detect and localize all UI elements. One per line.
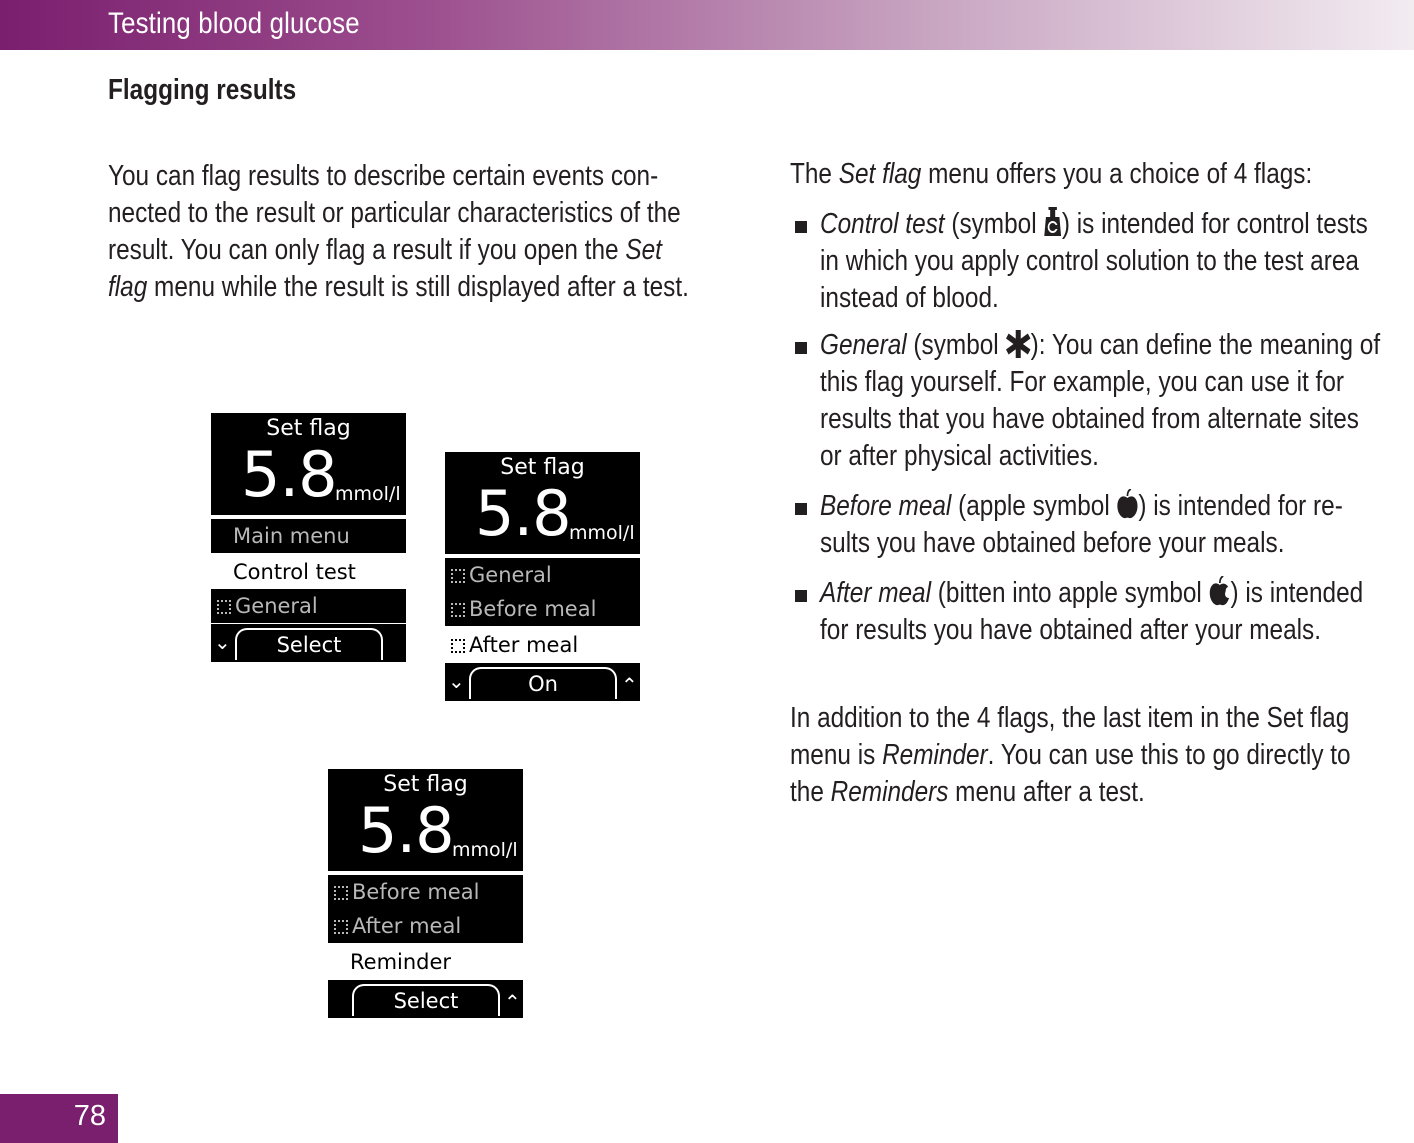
menu-item-before-meal[interactable]: Before meal [328, 875, 523, 909]
result-display [211, 413, 406, 515]
paragraph-line: flag menu while the result is still displayed after a test. [108, 271, 689, 303]
screen-title: Set flag [500, 455, 585, 480]
glucose-value: 5.8 [241, 438, 337, 511]
bullet-square [795, 503, 807, 515]
glucose-unit: mmol/l [335, 483, 401, 505]
softkey-bar [211, 624, 406, 662]
checkbox-icon [217, 600, 231, 614]
page-heading: Flagging results [108, 74, 297, 106]
glucose-unit: mmol/l [452, 839, 518, 861]
meter-screen-2 [445, 452, 640, 701]
paragraph-line: You can flag results to describe certain events con- [108, 160, 659, 192]
glucose-value: 5.8 [358, 794, 454, 867]
bitten-apple-icon [1209, 576, 1231, 606]
control-test-symbol-icon [1043, 207, 1061, 237]
flag-item-general: General (symbol ): You can define the meaning of this flag yourself. For example, you can use it for results that you have obtained from alternate sites or after physical activities. [820, 329, 1381, 472]
on-softkey[interactable]: On [469, 667, 617, 699]
softkey-bar [328, 980, 523, 1018]
checkbox-icon [451, 603, 465, 617]
apple-icon [1117, 489, 1139, 519]
select-softkey[interactable]: Select [352, 984, 500, 1016]
menu-item-reminder[interactable]: Reminder [328, 945, 523, 979]
meter-screen-1 [211, 413, 406, 662]
chevron-down-icon[interactable]: ⌄ [448, 669, 465, 693]
checkbox-icon [451, 639, 465, 653]
glucose-unit: mmol/l [569, 522, 635, 544]
screen-title: Set flag [383, 772, 468, 797]
select-softkey[interactable]: Select [235, 628, 383, 660]
menu-item-main-menu[interactable]: Main menu [211, 519, 406, 553]
paragraph-line: result. You can only flag a result if you open the Set [108, 234, 662, 266]
header-band [0, 0, 1414, 50]
menu-item-general[interactable]: General [445, 558, 640, 592]
checkbox-icon [334, 886, 348, 900]
page-number-box [0, 1094, 118, 1143]
chevron-up-icon[interactable]: ⌃ [504, 990, 521, 1014]
menu-item-after-meal[interactable]: After meal [328, 909, 523, 943]
result-display [445, 452, 640, 554]
checkbox-icon [334, 920, 348, 934]
checkbox-icon [451, 569, 465, 583]
bullet-square [795, 221, 807, 233]
softkey-bar [445, 663, 640, 701]
menu-item-general[interactable]: General [211, 589, 406, 623]
bullet-square [795, 342, 807, 354]
chevron-up-icon[interactable]: ⌃ [621, 673, 638, 697]
paragraph-line: nected to the result or particular characteristics of the [108, 197, 681, 229]
outro-paragraph: In addition to the 4 flags, the last item in the Set flag menu is Reminder. You can use this to go directly to the Reminders menu after a test. [790, 702, 1351, 808]
section-title: Testing blood glucose [108, 7, 360, 40]
chevron-down-icon[interactable]: ⌄ [214, 630, 231, 654]
menu-item-control-test[interactable]: Control test [211, 555, 406, 589]
flag-item-before-meal: Before meal (apple symbol ) is intended for re- sults you have obtained before your meals. [820, 490, 1343, 559]
glucose-value: 5.8 [475, 477, 571, 550]
intro-line: The Set flag menu offers you a choice of 4 flags: [790, 158, 1313, 190]
bullet-square [795, 590, 807, 602]
left-paragraph [108, 158, 689, 306]
result-display [328, 769, 523, 871]
menu-item-after-meal[interactable]: After meal [445, 628, 640, 662]
menu-item-before-meal[interactable]: Before meal [445, 592, 640, 626]
asterisk-symbol-icon [1005, 330, 1030, 358]
page-number: 78 [73, 1100, 106, 1132]
flag-item-control-test: Control test (symbol ) is intended for control tests in which you apply control solution to the test area instead of blood. [820, 208, 1368, 314]
meter-screen-3 [328, 769, 523, 1018]
flag-item-after-meal: After meal (bitten into apple symbol ) is intended for results you have obtained after your meals. [820, 577, 1364, 646]
screen-title: Set flag [266, 416, 351, 441]
